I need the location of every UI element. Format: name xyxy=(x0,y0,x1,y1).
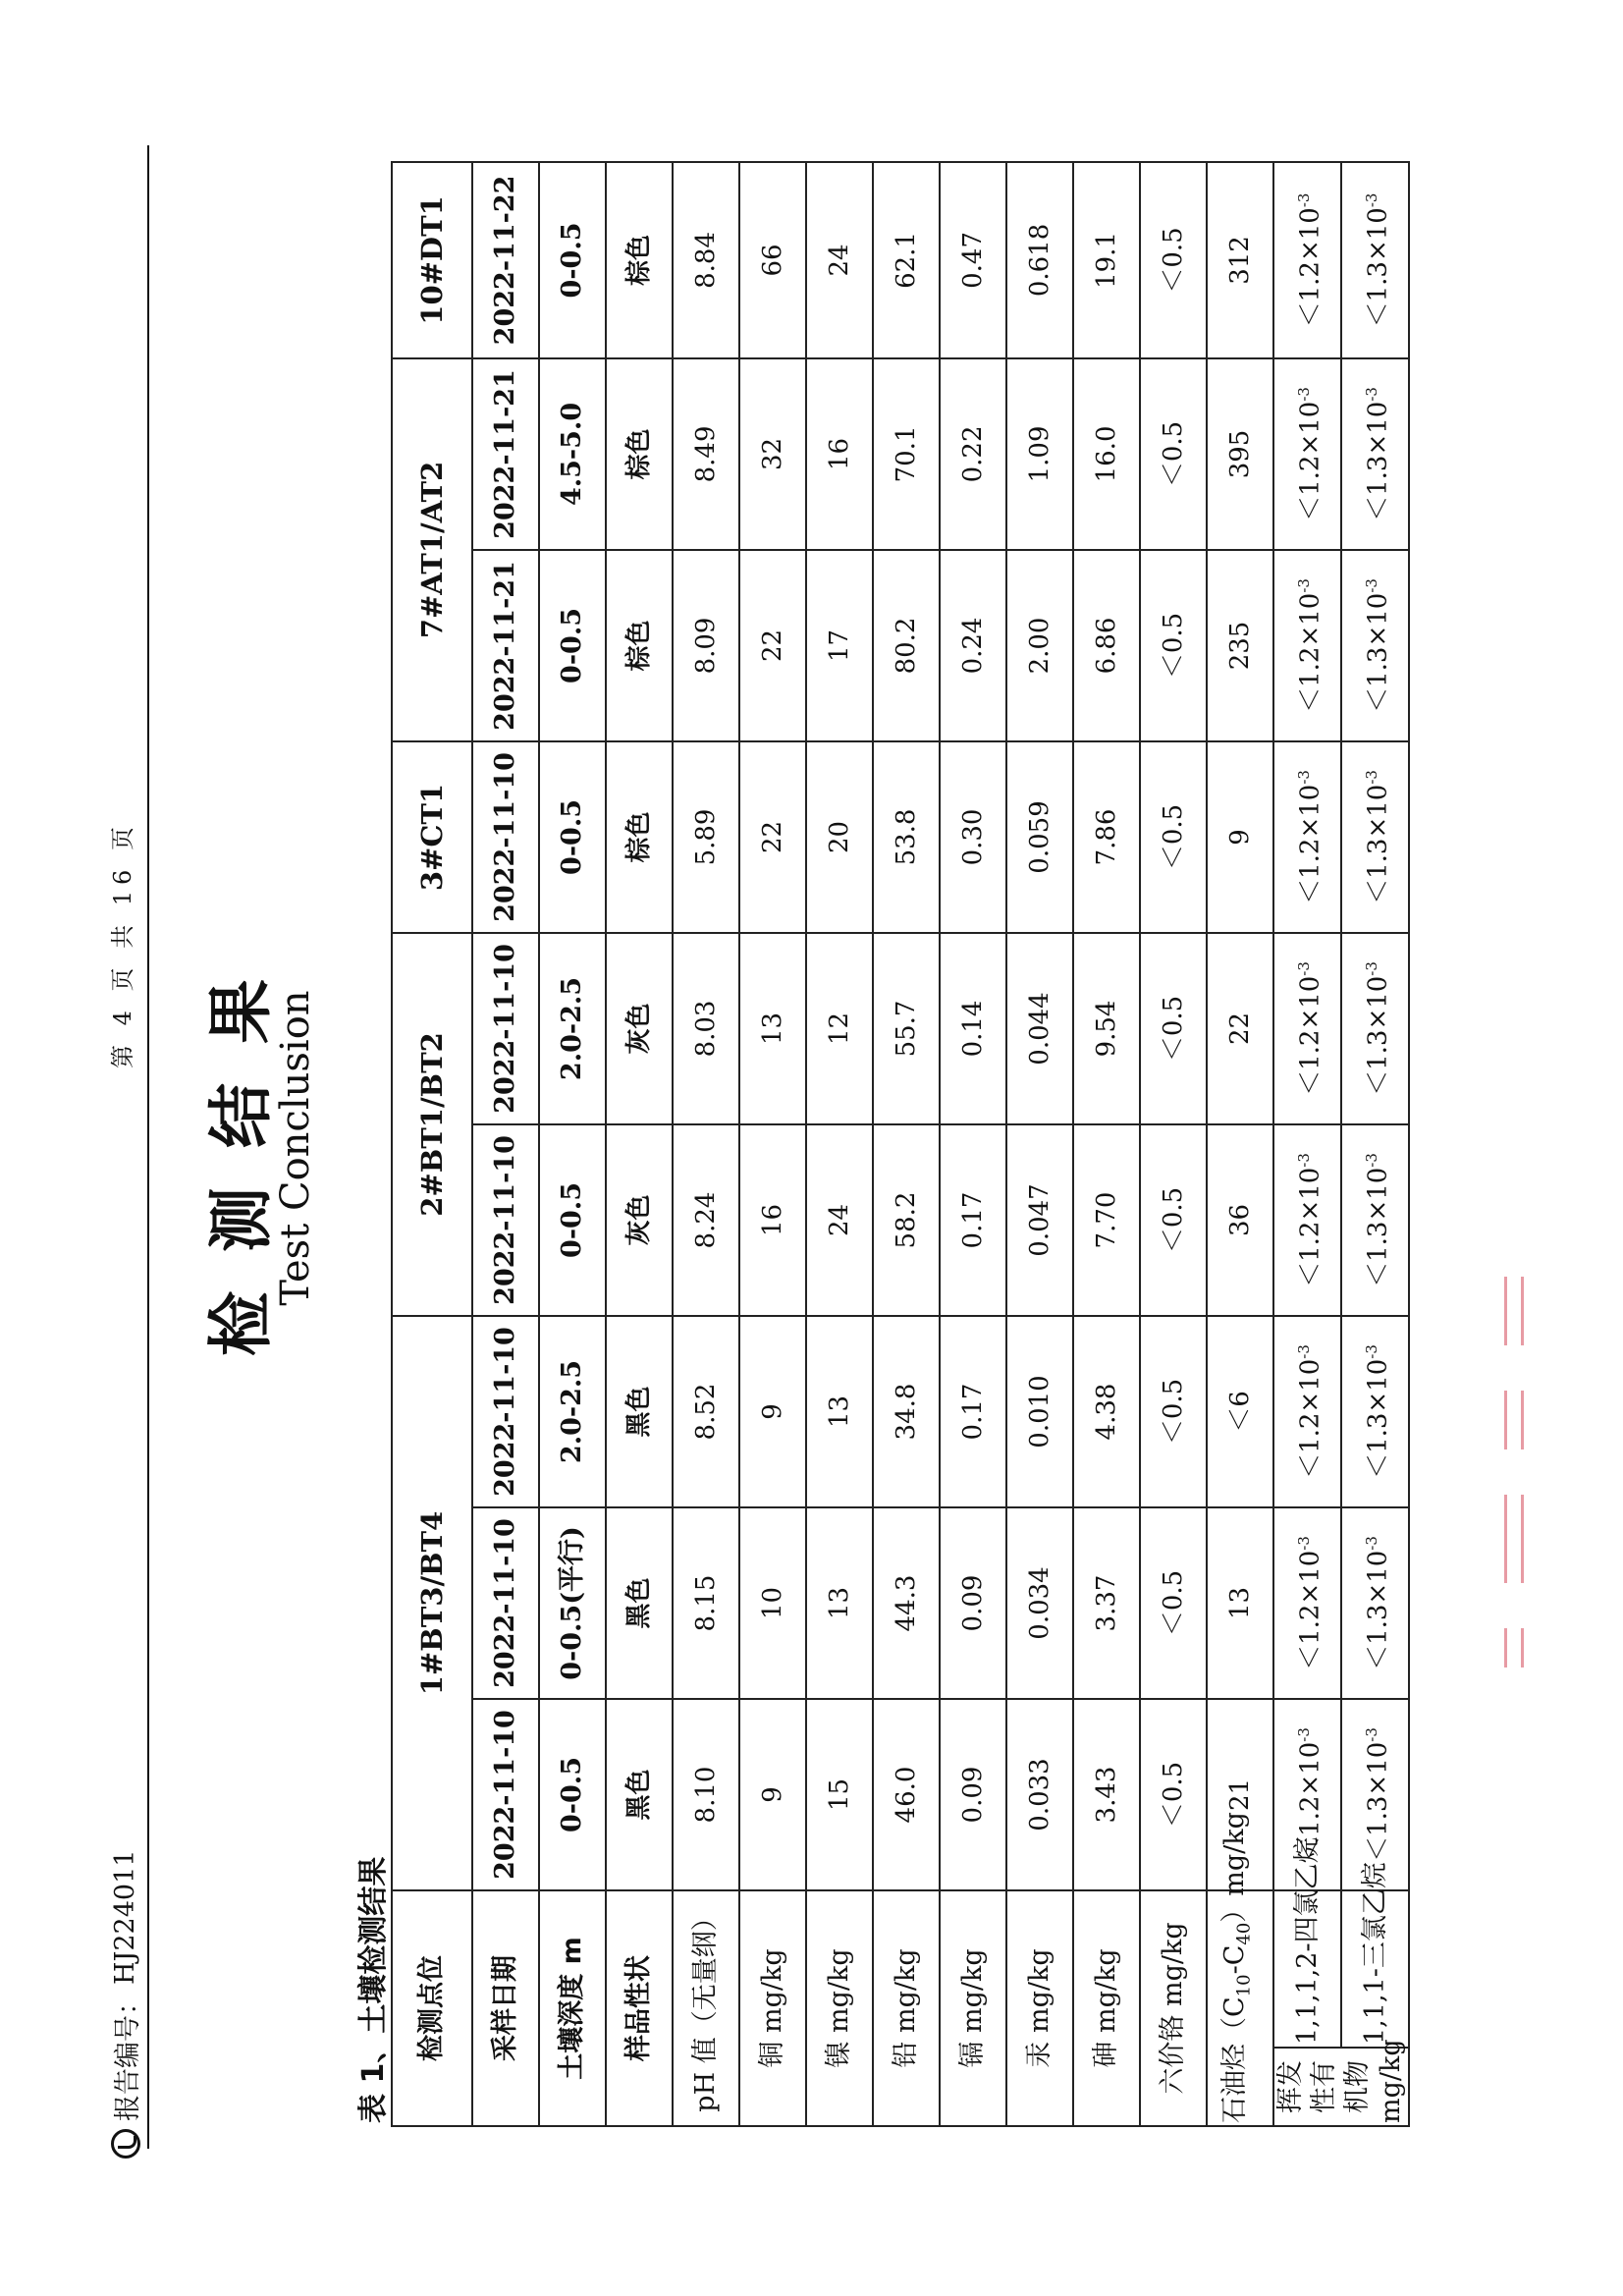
value-cell: 15 xyxy=(806,1699,873,1890)
voc-group-label: 挥发性有机物 mg/kg xyxy=(1273,2048,1409,2126)
value-cell: 9 xyxy=(739,1699,806,1890)
value-cell: 6.86 xyxy=(1073,550,1140,741)
value-cell: 24 xyxy=(806,1124,873,1316)
value-cell: 70.1 xyxy=(873,358,940,550)
title-chinese: 检测结果 xyxy=(203,940,279,1356)
analyte-label: pH 值（无量纲） xyxy=(673,1890,739,2126)
title-english: Test Conclusion xyxy=(273,990,318,1306)
analyte-row xyxy=(1073,162,1140,2126)
voc-row xyxy=(1273,162,1341,2126)
value-cell: ＜0.5 xyxy=(1140,933,1207,1124)
value-base: ＜1.3×10 xyxy=(1363,784,1393,904)
value-cell: 8.52 xyxy=(673,1316,739,1507)
petroleum-label-part: -C xyxy=(1219,1944,1251,1975)
value-cell: 16 xyxy=(806,358,873,550)
value-cell: 22 xyxy=(1207,933,1273,1124)
value-cell: ＜0.5 xyxy=(1140,1316,1207,1507)
value-cell: 312 xyxy=(1207,162,1273,358)
value-cell: 3.37 xyxy=(1073,1507,1140,1699)
date-cell: 2022-11-10 xyxy=(472,1316,539,1507)
value-cell: 10 xyxy=(739,1507,806,1699)
depth-cell: 0-0.5 xyxy=(539,1124,606,1316)
value-base: ＜1.2×10 xyxy=(1295,401,1325,521)
value-cell: 0.30 xyxy=(940,741,1006,933)
value-cell: 4.38 xyxy=(1073,1316,1140,1507)
value-cell: 24 xyxy=(806,162,873,358)
site-name: 3#CT1 xyxy=(392,741,472,933)
value-cell: 46.0 xyxy=(873,1699,940,1890)
value-cell: 13 xyxy=(806,1316,873,1507)
value-cell: 2.00 xyxy=(1006,550,1073,741)
site-name: 10#DT1 xyxy=(392,162,472,358)
value-exponent: -3 xyxy=(1363,1153,1381,1168)
appearance-label: 样品性状 xyxy=(606,1890,673,2126)
value-cell xyxy=(1273,1316,1341,1507)
analyte-row xyxy=(673,162,739,2126)
value-exponent: -3 xyxy=(1295,1727,1314,1742)
value-cell: 8.03 xyxy=(673,933,739,1124)
value-cell xyxy=(1273,358,1341,550)
value-base: ＜1.2×10 xyxy=(1295,975,1325,1096)
value-cell: 34.8 xyxy=(873,1316,940,1507)
depth-cell: 0-0.5 xyxy=(539,550,606,741)
depth-cell: 0-0.5 xyxy=(539,1699,606,1890)
red-stamp-mark xyxy=(1485,1157,1543,1667)
appearance-cell: 棕色 xyxy=(606,358,673,550)
value-cell xyxy=(1341,1507,1409,1699)
analyte-label: 砷 mg/kg xyxy=(1073,1890,1140,2126)
report-number: HJ224011 xyxy=(110,1849,140,1985)
depth-label: 土壤深度 m xyxy=(539,1890,606,2126)
value-cell xyxy=(1341,358,1409,550)
value-cell xyxy=(1273,550,1341,741)
appearance-cell: 灰色 xyxy=(606,1124,673,1316)
value-cell: 66 xyxy=(739,162,806,358)
value-cell: 9 xyxy=(739,1316,806,1507)
value-cell: 8.15 xyxy=(673,1507,739,1699)
analyte-row xyxy=(1140,162,1207,2126)
value-cell: 0.033 xyxy=(1006,1699,1073,1890)
site-name: 7#AT1/AT2 xyxy=(392,358,472,741)
value-cell: 0.010 xyxy=(1006,1316,1073,1507)
value-cell: 7.70 xyxy=(1073,1124,1140,1316)
soil-results-table xyxy=(391,161,1410,2127)
value-cell: 17 xyxy=(806,550,873,741)
petroleum-label-part: 10 xyxy=(1233,1974,1255,1997)
value-cell: 0.09 xyxy=(940,1507,1006,1699)
value-cell: 0.22 xyxy=(940,358,1006,550)
voc-row xyxy=(1341,162,1409,2126)
value-exponent: -3 xyxy=(1295,1344,1314,1359)
value-cell xyxy=(1341,1699,1409,1890)
value-exponent: -3 xyxy=(1363,387,1381,402)
value-cell: 55.7 xyxy=(873,933,940,1124)
value-cell: 12 xyxy=(806,933,873,1124)
value-cell: 0.47 xyxy=(940,162,1006,358)
report-header xyxy=(106,1850,144,2159)
value-exponent: -3 xyxy=(1363,1536,1381,1551)
appearance-cell: 黑色 xyxy=(606,1699,673,1890)
value-cell: 0.09 xyxy=(940,1699,1006,1890)
analyte-row xyxy=(940,162,1006,2126)
value-cell: 19.1 xyxy=(1073,162,1140,358)
analyte-label: 镍 mg/kg xyxy=(806,1890,873,2126)
value-base: ＜1.2×10 xyxy=(1295,207,1325,328)
value-cell: 0.618 xyxy=(1006,162,1073,358)
value-cell: ＜0.5 xyxy=(1140,1699,1207,1890)
petroleum-row xyxy=(1207,162,1273,2126)
value-cell xyxy=(1273,1124,1341,1316)
analyte-label: 六价铬 mg/kg xyxy=(1140,1890,1207,2126)
value-cell: 13 xyxy=(739,933,806,1124)
date-cell: 2022-11-10 xyxy=(472,1124,539,1316)
value-cell xyxy=(1273,162,1341,358)
value-cell: 20 xyxy=(806,741,873,933)
value-cell: 0.034 xyxy=(1006,1507,1073,1699)
value-cell: 13 xyxy=(806,1507,873,1699)
value-exponent: -3 xyxy=(1295,961,1314,976)
value-cell: ＜0.5 xyxy=(1140,162,1207,358)
value-exponent: -3 xyxy=(1295,578,1314,593)
site-name: 1#BT3/BT4 xyxy=(392,1316,472,1890)
petroleum-label-part: 40 xyxy=(1233,1922,1255,1945)
petroleum-label-part: 石油烃（C xyxy=(1219,1996,1251,2123)
value-cell: 8.09 xyxy=(673,550,739,741)
value-base: ＜1.2×10 xyxy=(1295,592,1325,713)
date-row xyxy=(472,162,539,2126)
value-cell: 0.17 xyxy=(940,1124,1006,1316)
date-label: 采样日期 xyxy=(472,1890,539,2126)
value-cell xyxy=(1273,1699,1341,1890)
value-cell xyxy=(1273,1507,1341,1699)
value-cell xyxy=(1341,162,1409,358)
appearance-cell: 棕色 xyxy=(606,550,673,741)
header-divider xyxy=(147,145,149,2149)
appearance-cell: 黑色 xyxy=(606,1316,673,1507)
analyte-row xyxy=(806,162,873,2126)
page-number: 第 4 页 共 16 页 xyxy=(109,821,136,1068)
value-base: ＜1.3×10 xyxy=(1363,975,1393,1096)
value-exponent: -3 xyxy=(1295,192,1314,208)
value-cell: ＜0.5 xyxy=(1140,358,1207,550)
value-cell: 62.1 xyxy=(873,162,940,358)
value-cell: 3.43 xyxy=(1073,1699,1140,1890)
analyte-label: 铅 mg/kg xyxy=(873,1890,940,2126)
date-cell: 2022-11-21 xyxy=(472,358,539,550)
value-cell: 0.059 xyxy=(1006,741,1073,933)
value-exponent: -3 xyxy=(1363,1344,1381,1359)
value-base: ＜1.2×10 xyxy=(1295,1358,1325,1479)
date-cell: 2022-11-21 xyxy=(472,550,539,741)
site-name: 2#BT1/BT2 xyxy=(392,933,472,1316)
value-cell: 0.044 xyxy=(1006,933,1073,1124)
value-cell: 8.10 xyxy=(673,1699,739,1890)
appearance-row xyxy=(606,162,673,2126)
value-cell xyxy=(1341,550,1409,741)
value-cell: 80.2 xyxy=(873,550,940,741)
value-cell: 0.14 xyxy=(940,933,1006,1124)
table-caption: 表 1、土壤检测结果 xyxy=(356,1856,391,2123)
value-cell: 13 xyxy=(1207,1507,1273,1699)
petroleum-label xyxy=(1207,1812,1273,2126)
value-exponent: -3 xyxy=(1363,1727,1381,1742)
depth-cell: 0-0.5(平行) xyxy=(539,1507,606,1699)
value-cell: 395 xyxy=(1207,358,1273,550)
value-exponent: -3 xyxy=(1363,578,1381,593)
value-cell xyxy=(1341,1124,1409,1316)
value-cell: 16 xyxy=(739,1124,806,1316)
value-cell: 5.89 xyxy=(673,741,739,933)
value-cell: 9 xyxy=(1207,741,1273,933)
value-cell: 1.09 xyxy=(1006,358,1073,550)
site-row xyxy=(392,162,472,2126)
value-exponent: -3 xyxy=(1295,1536,1314,1551)
appearance-cell: 灰色 xyxy=(606,933,673,1124)
petroleum-label-part: ）mg/kg xyxy=(1219,1812,1251,1923)
value-cell: 36 xyxy=(1207,1124,1273,1316)
value-base: ＜1.2×10 xyxy=(1295,1550,1325,1670)
value-exponent: -3 xyxy=(1295,387,1314,402)
value-cell xyxy=(1341,741,1409,933)
value-cell xyxy=(1341,1316,1409,1507)
value-cell: 8.24 xyxy=(673,1124,739,1316)
value-base: ＜1.2×10 xyxy=(1295,1741,1325,1862)
date-cell: 2022-11-22 xyxy=(472,162,539,358)
analyte-label: 铜 mg/kg xyxy=(739,1890,806,2126)
value-cell: ＜0.5 xyxy=(1140,550,1207,741)
analyte-row xyxy=(739,162,806,2126)
value-cell: 0.24 xyxy=(940,550,1006,741)
value-cell: 9.54 xyxy=(1073,933,1140,1124)
value-base: ＜1.3×10 xyxy=(1363,1358,1393,1479)
depth-cell: 0-0.5 xyxy=(539,741,606,933)
value-base: ＜1.3×10 xyxy=(1363,401,1393,521)
analyte-label: 汞 mg/kg xyxy=(1006,1890,1073,2126)
value-base: ＜1.2×10 xyxy=(1295,784,1325,904)
date-cell: 2022-11-10 xyxy=(472,1507,539,1699)
value-cell: 0.047 xyxy=(1006,1124,1073,1316)
value-cell xyxy=(1341,933,1409,1124)
value-cell: 7.86 xyxy=(1073,741,1140,933)
value-cell: 22 xyxy=(739,741,806,933)
value-base: ＜1.3×10 xyxy=(1363,1167,1393,1287)
value-base: ＜1.3×10 xyxy=(1363,207,1393,328)
depth-cell: 2.0-2.5 xyxy=(539,1316,606,1507)
site-label: 检测点位 xyxy=(392,1890,472,2126)
value-base: ＜1.2×10 xyxy=(1295,1167,1325,1287)
analyte-row xyxy=(1006,162,1073,2126)
company-logo-icon xyxy=(111,2129,140,2159)
value-exponent: -3 xyxy=(1363,961,1381,976)
analyte-label: 镉 mg/kg xyxy=(940,1890,1006,2126)
value-cell xyxy=(1273,933,1341,1124)
value-cell: 58.2 xyxy=(873,1124,940,1316)
value-cell xyxy=(1273,741,1341,933)
appearance-cell: 黑色 xyxy=(606,1507,673,1699)
value-exponent: -3 xyxy=(1363,770,1381,785)
analyte-row xyxy=(873,162,940,2126)
value-exponent: -3 xyxy=(1295,770,1314,785)
value-cell: 0.17 xyxy=(940,1316,1006,1507)
appearance-cell: 棕色 xyxy=(606,741,673,933)
voc-compound-label: 1,1,1-三氯乙烷 xyxy=(1341,1890,1409,2048)
value-cell: 8.84 xyxy=(673,162,739,358)
value-base: ＜1.3×10 xyxy=(1363,1550,1393,1670)
value-cell: 53.8 xyxy=(873,741,940,933)
value-cell: 8.49 xyxy=(673,358,739,550)
report-number-label: 报告编号： xyxy=(113,1989,143,2121)
value-cell: 235 xyxy=(1207,550,1273,741)
value-base: ＜1.3×10 xyxy=(1363,1741,1393,1862)
value-cell: ＜0.5 xyxy=(1140,741,1207,933)
value-base: ＜1.3×10 xyxy=(1363,592,1393,713)
depth-cell: 0-0.5 xyxy=(539,162,606,358)
value-exponent: -3 xyxy=(1295,1153,1314,1168)
value-cell: 44.3 xyxy=(873,1507,940,1699)
date-cell: 2022-11-10 xyxy=(472,741,539,933)
date-cell: 2022-11-10 xyxy=(472,1699,539,1890)
value-cell: 21 xyxy=(1207,1699,1273,1890)
value-cell: 16.0 xyxy=(1073,358,1140,550)
value-cell: ＜0.5 xyxy=(1140,1124,1207,1316)
depth-cell: 2.0-2.5 xyxy=(539,933,606,1124)
value-cell: 32 xyxy=(739,358,806,550)
value-exponent: -3 xyxy=(1363,192,1381,208)
value-cell: ＜6 xyxy=(1207,1316,1273,1507)
value-cell: ＜0.5 xyxy=(1140,1507,1207,1699)
date-cell: 2022-11-10 xyxy=(472,933,539,1124)
depth-row xyxy=(539,162,606,2126)
value-cell: 22 xyxy=(739,550,806,741)
appearance-cell: 棕色 xyxy=(606,162,673,358)
depth-cell: 4.5-5.0 xyxy=(539,358,606,550)
voc-compound-label: 1,1,1,2-四氯乙烷 xyxy=(1273,1890,1341,2048)
